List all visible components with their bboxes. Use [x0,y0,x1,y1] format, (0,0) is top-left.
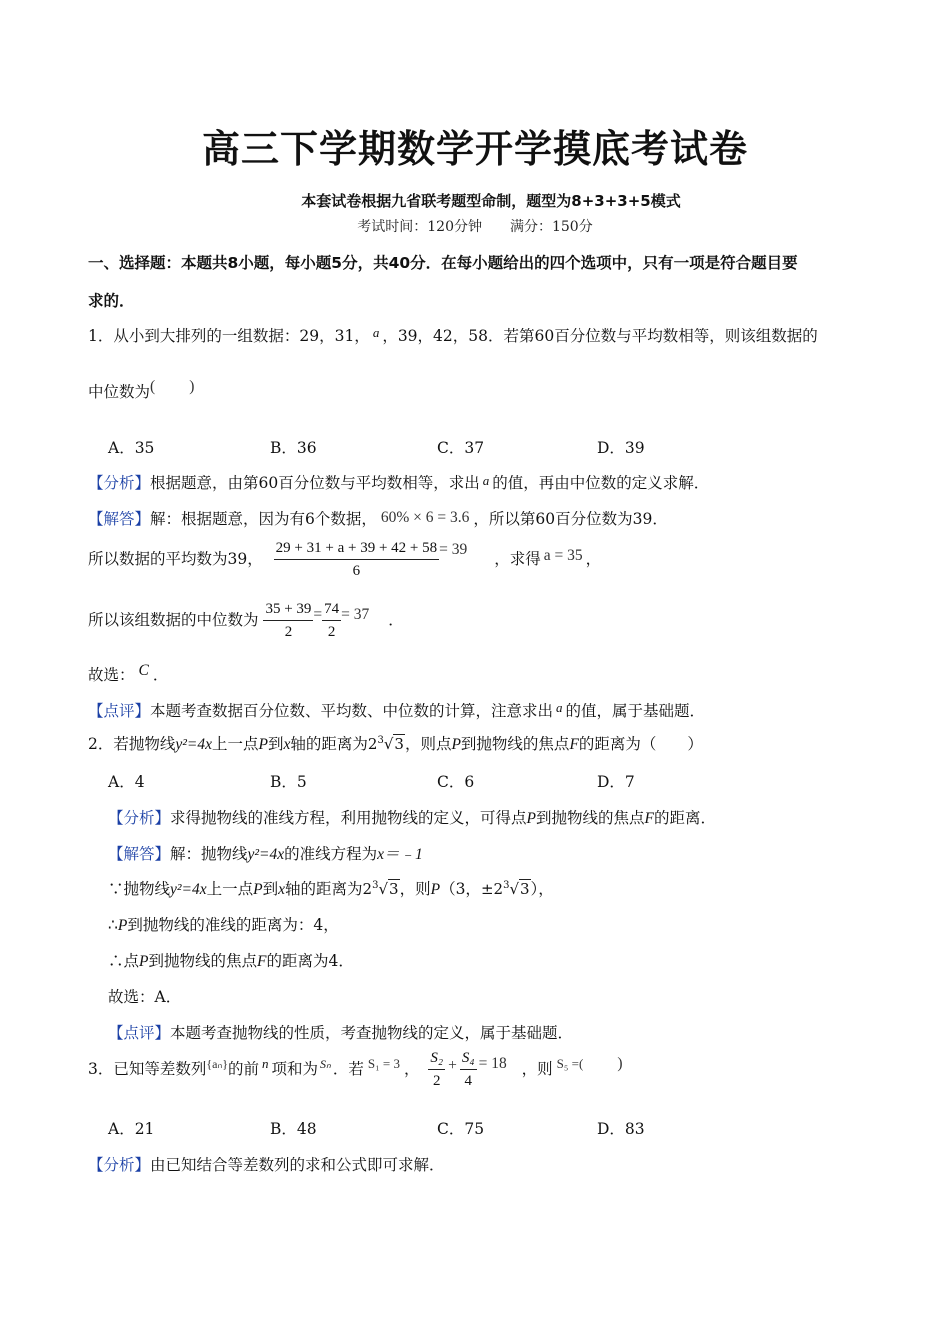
q1-option-d: D．39 [597,439,645,457]
q3-analysis: 【分析】由已知结合等差数列的求和公式即可求解． [88,1156,445,1174]
q3-option-d: D．83 [597,1120,645,1138]
section-heading-line2: 求的． [88,292,135,310]
q3-option-a: A．21 [108,1120,155,1138]
q2-solution-line4: ∴点P到抛物线的焦点F的距离为4． [108,952,354,970]
q2-option-b: B．5 [270,773,307,791]
q2-comment: 【点评】本题考查抛物线的性质，考查抛物线的定义，属于基础题． [108,1024,574,1042]
q1-choice: 故选： C ． [88,662,169,684]
q2-option-c: C．6 [437,773,475,791]
q3-stem: 3．已知等差数列$^{\{a_n\}}$的前 $^n$ 项和为 $^{S_n}$ ．若 $^{S_1 = 3}$ ， $\frac{\text{S₂}}{2}$ + $\frac{\text{S₄}}{4}$ = 18 ，则 $^{S_5 =(}$ ) [88,1050,623,1089]
q1-option-b: B．36 [270,439,317,457]
q2-solution-line3: ∴P到抛物线的准线的距离为：4， [108,916,339,934]
q2-solution-line2: ∵抛物线y²=4x上一点P到x轴的距离为$2^3√3$，则P（3，$\pm 2^3√3$）， [108,880,554,898]
q1-stem-line1: 1．从小到大排列的一组数据：29，31， $^a$ ，39，42，58．若第60百分位数与平均数相等，则该组数据的 [88,325,818,345]
q2-solution-line1: 【解答】解：抛物线y²=4x的准线方程为x＝﹣1 [108,845,423,863]
subtitle: 本套试卷根据九省联考题型命制，题型为8+3+3+5模式 [301,192,681,210]
q1-solution-line2: 所以数据的平均数为39， $\frac{29 + 31 + a + 39 + 42 + 58}{6}$ = 39 ，求得 a = 35 ， [88,540,602,579]
page-title: 高三下学期数学开学摸底考试卷 [201,127,748,171]
exam-info: 考试时间：120分钟 满分：150分 [357,219,593,235]
q1-solution-line1: 【解答】解：根据题意，因为有6个数据， 60% × 6 = 3.6 ，所以第60百分位数为39． [88,509,668,528]
section-heading-line1: 一、选择题：本题共8小题，每小题5分，共40分．在每小题给出的四个选项中，只有一项是符合题目要 [88,254,798,272]
q2-stem: 2．若抛物线y²=4x上一点P到x轴的距离为$2^3√3$，则点P到抛物线的焦点F的距离为（ ） [88,735,703,753]
q2-option-a: A．4 [108,773,145,791]
q1-option-c: C．37 [437,439,485,457]
q1-comment: 【点评】本题考查数据百分位数、平均数、中位数的计算，注意求出 $^a$ 的值，属于基础题． [88,700,706,720]
q1-option-a: A．35 [108,439,155,457]
q1-stem-line2: 中位数为( ) [88,378,195,401]
q2-choice: 故选：A． [108,988,182,1006]
q1-analysis: 【分析】根据题意，由第60百分位数与平均数相等，求出 a 的值，再由中位数的定义求解． [88,473,710,492]
q2-analysis: 【分析】求得抛物线的准线方程，利用抛物线的定义，可得点P到抛物线的焦点F的距离． [108,809,716,827]
q3-option-b: B．48 [270,1120,317,1138]
q3-option-c: C．75 [437,1120,485,1138]
q2-option-d: D．7 [597,773,635,791]
q1-solution-line3: 所以该组数据的中位数为 $\frac{35 + 39}{2}$ = $\frac{74}{2}$ = 37 ． [88,601,404,640]
